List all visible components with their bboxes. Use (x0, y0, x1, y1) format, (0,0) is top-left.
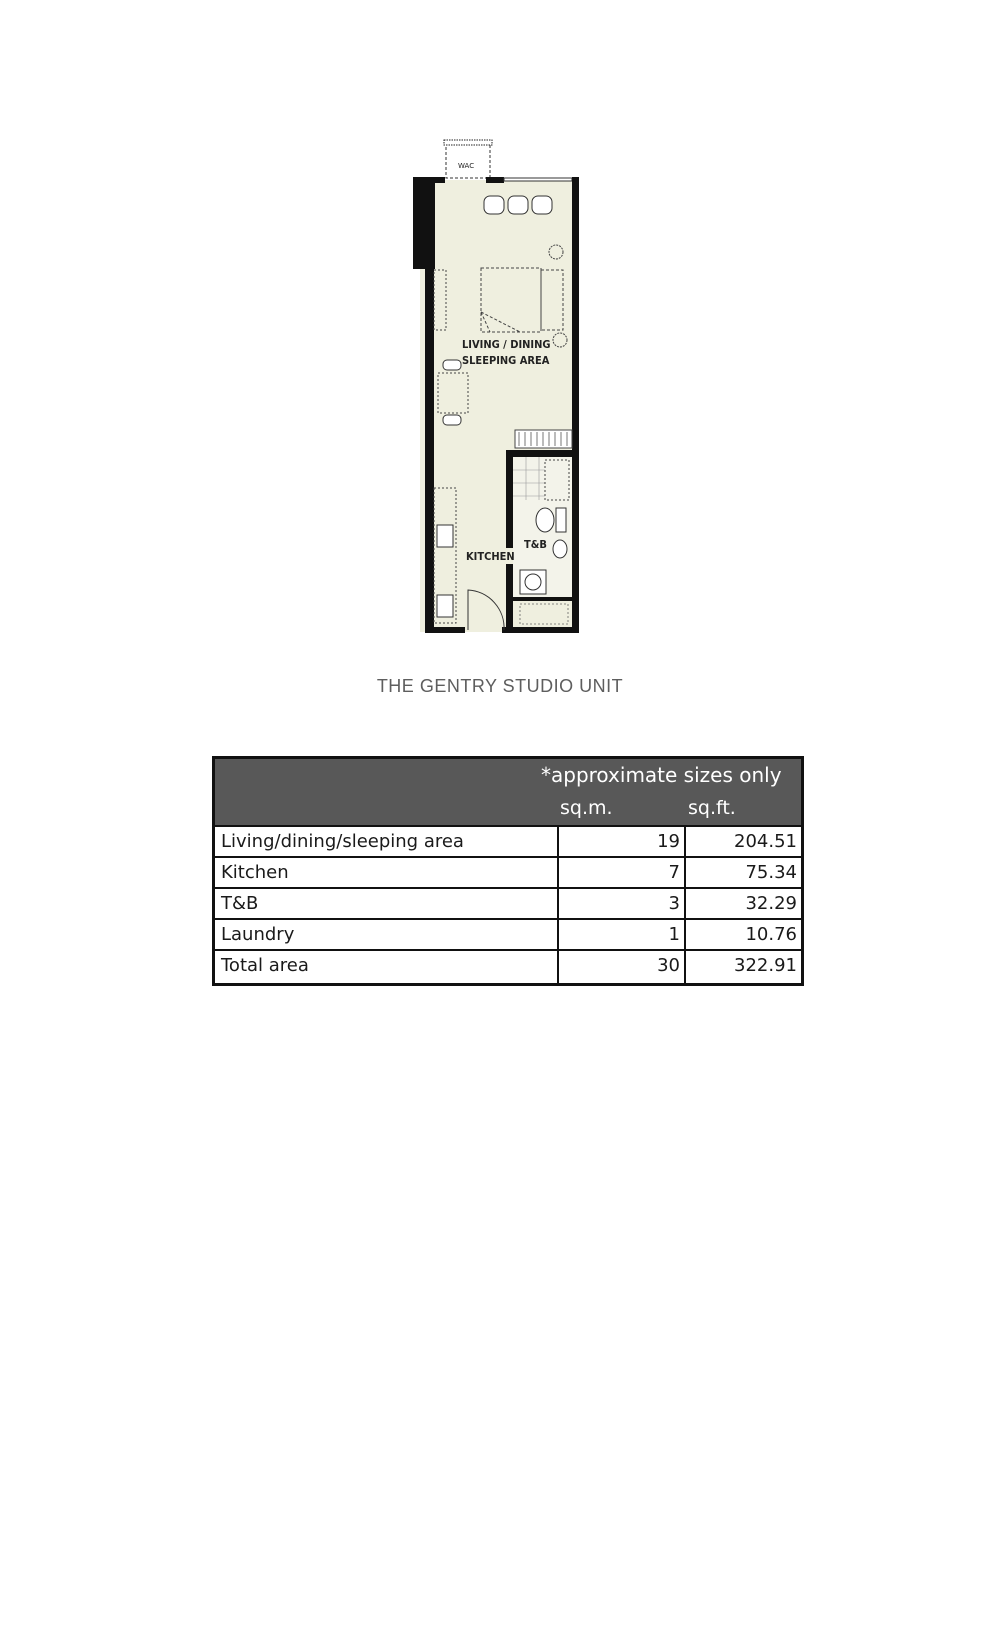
row-sqft: 32.29 (745, 893, 797, 914)
table-note: *approximate sizes only (541, 763, 782, 787)
wac-unit (446, 144, 490, 178)
living-label-line1: LIVING / DINING (462, 338, 551, 351)
tb-label: T&B (524, 538, 547, 551)
row-name: Kitchen (215, 858, 559, 887)
wall-column (413, 177, 435, 269)
row-sqm: 3 (559, 889, 686, 918)
column-header-sqft: sq.ft. (688, 797, 736, 819)
row-name: Total area (215, 951, 559, 983)
column-header-sqm: sq.m. (560, 797, 613, 819)
toilet-bowl (536, 508, 554, 532)
row-name: Laundry (215, 920, 559, 949)
wall-tb-top (506, 450, 576, 457)
area-table (212, 756, 804, 986)
wall-tb-left-lower (506, 564, 513, 632)
wall-laundry-top (513, 597, 575, 601)
tb-sink (553, 540, 567, 558)
wac-label: WAC (458, 162, 475, 170)
living-label-line2: SLEEPING AREA (462, 354, 550, 367)
row-sqft: 10.76 (745, 924, 797, 945)
side-chair-bottom (443, 415, 461, 425)
table-row (215, 889, 801, 920)
row-sqft: 322.91 (734, 955, 797, 976)
wall-bottom-left (425, 627, 465, 633)
wac-vent (444, 140, 492, 145)
table-header (215, 759, 801, 827)
plan-title: THE GENTRY STUDIO UNIT (376, 676, 624, 696)
side-chair-top (443, 360, 461, 370)
wall-tb-left-upper (506, 450, 513, 548)
row-sqft: 204.51 (734, 831, 797, 852)
floor-plan (0, 0, 1000, 660)
table-row (215, 951, 801, 983)
row-sqm: 30 (559, 951, 686, 983)
row-sqm: 7 (559, 858, 686, 887)
kitchen-label: KITCHEN (466, 550, 515, 563)
window-top (504, 178, 572, 181)
table-row (215, 920, 801, 951)
dining-set-top (484, 196, 552, 214)
row-name: Living/dining/sleeping area (215, 827, 559, 856)
table-row (215, 827, 801, 858)
table-row (215, 858, 801, 889)
wall-left (425, 266, 434, 633)
wall-right (572, 177, 579, 632)
row-name: T&B (215, 889, 559, 918)
closet (515, 430, 572, 448)
wall-bottom-right (502, 627, 579, 633)
kitchen-sink (437, 525, 453, 547)
row-sqm: 1 (559, 920, 686, 949)
wall-top-left (413, 177, 445, 183)
row-sqm: 19 (559, 827, 686, 856)
toilet-tank (556, 508, 566, 532)
wall-top-mid (486, 177, 504, 183)
row-sqft: 75.34 (745, 862, 797, 883)
kitchen-stove (437, 595, 453, 617)
